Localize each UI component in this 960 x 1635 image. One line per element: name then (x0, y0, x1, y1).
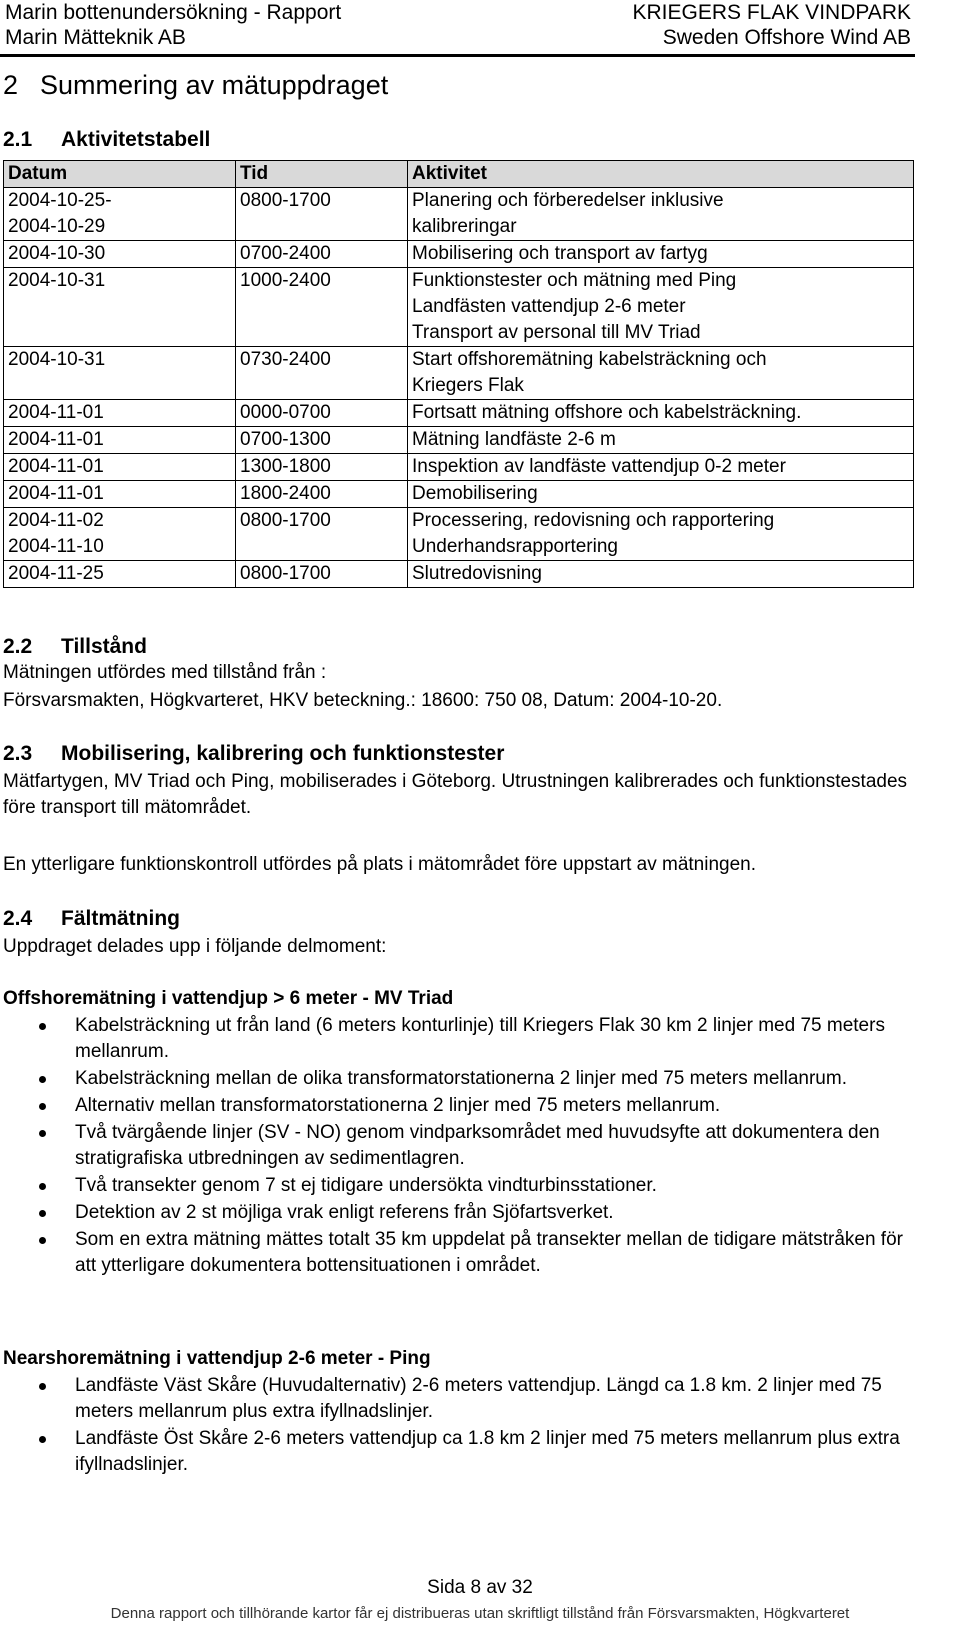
offshore-list (3, 1013, 903, 1280)
offshore-heading: Offshoremätning i vattendjup > 6 meter - MV Triad (3, 988, 454, 1009)
list-item (3, 1227, 903, 1279)
table-row (4, 481, 914, 508)
nearshore-list (3, 1373, 903, 1479)
header-divider (0, 54, 915, 57)
header-company: Marin Mätteknik AB (5, 26, 186, 49)
cell-date: 2004-11-01 (4, 481, 236, 508)
list-item (3, 1426, 903, 1478)
list-item (3, 1013, 903, 1065)
fieldwork-intro: Uppdraget delades upp i följande delmoment: (3, 936, 387, 957)
table-row (4, 454, 914, 481)
list-item (3, 1066, 903, 1092)
table-row (4, 347, 914, 400)
cell-date: 2004-10-30 (4, 241, 236, 268)
subsection-heading-2-1 (3, 128, 210, 152)
bullet-icon (39, 1237, 46, 1244)
list-item-text: Kabelsträckning ut från land (6 meters konturlinje) till Kriegers Flak 30 km 2 linjer med 75 meters mellanrum. (75, 1015, 885, 1062)
function-check-paragraph: En ytterligare funktionskontroll utfördes på plats i mätområdet före uppstart av mätningen. (3, 854, 757, 875)
section-heading (3, 70, 388, 101)
cell-date: 2004-11-01 (4, 454, 236, 481)
cell-time: 1000-2400 (236, 268, 408, 347)
list-item (3, 1200, 903, 1226)
table-row (4, 188, 914, 241)
cell-date: 2004-11-25 (4, 561, 236, 588)
subsection-heading-2-4 (3, 907, 180, 931)
bullet-icon (39, 1383, 46, 1390)
activity-table (3, 160, 914, 588)
subsection-title: Mobilisering, kalibrering och funktionstester (61, 742, 505, 765)
bullet-icon (39, 1210, 46, 1217)
header-report-title: Marin bottenundersökning - Rapport (5, 1, 342, 24)
header-project-name: KRIEGERS FLAK VINDPARK (632, 1, 911, 24)
cell-date: 2004-11-01 (4, 427, 236, 454)
cell-date: 2004-10-31 (4, 347, 236, 400)
cell-activity: Demobilisering (408, 481, 914, 508)
cell-time: 0730-2400 (236, 347, 408, 400)
cell-activity: Inspektion av landfäste vattendjup 0-2 meter (408, 454, 914, 481)
cell-activity: Mobilisering och transport av fartyg (408, 241, 914, 268)
list-item-text: Alternativ mellan transformatorstationerna 2 linjer med 75 meters mellanrum. (75, 1095, 721, 1116)
subsection-number: 2.2 (3, 635, 33, 658)
cell-time: 0800-1700 (236, 508, 408, 561)
distribution-notice: Denna rapport och tillhörande kartor får ej distribueras utan skriftligt tillstånd från Försvarsmakten, Högkvarteret (110, 1605, 850, 1622)
list-item-text: Som en extra mätning mättes totalt 35 km uppdelat på transekter mellan de tidigare mätstråken för att ytterligare dokumentera bottensituationen i området. (75, 1229, 903, 1276)
cell-activity: Processering, redovisning och rapportering Underhandsrapportering (408, 508, 914, 561)
cell-time: 1300-1800 (236, 454, 408, 481)
bullet-icon (39, 1103, 46, 1110)
list-item (3, 1093, 903, 1119)
cell-activity: Slutredovisning (408, 561, 914, 588)
subsection-title: Aktivitetstabell (61, 128, 211, 151)
table-header-row (4, 161, 914, 188)
table-row (4, 427, 914, 454)
table-row (4, 400, 914, 427)
cell-date: 2004-11-02 2004-11-10 (4, 508, 236, 561)
list-item (3, 1120, 903, 1172)
table-row (4, 268, 914, 347)
table-row (4, 508, 914, 561)
permit-details: Försvarsmakten, Högkvarteret, HKV beteckning.: 18600: 750 08, Datum: 2004-10-20. (3, 690, 723, 711)
header-client: Sweden Offshore Wind AB (662, 26, 911, 49)
list-item-text: Landfäste Öst Skåre 2-6 meters vattendjup ca 1.8 km 2 linjer med 75 meters mellanrum plus extra ifyllnadslinjer. (75, 1428, 900, 1475)
cell-time: 0700-1300 (236, 427, 408, 454)
page-header (5, 0, 911, 50)
list-item-text: Kabelsträckning mellan de olika transformatorstationerna 2 linjer med 75 meters mellanrum. (75, 1068, 847, 1089)
cell-time: 0800-1700 (236, 188, 408, 241)
cell-date: 2004-11-01 (4, 400, 236, 427)
section-title: Summering av mätuppdraget (40, 70, 389, 100)
list-item (3, 1373, 903, 1425)
list-item-text: Två tvärgående linjer (SV - NO) genom vindparksområdet med huvudsyfte att dokumentera den stratigrafiska utbredningen av sedimentlagren. (75, 1122, 880, 1169)
column-header-time: Tid (236, 161, 408, 188)
subsection-title: Fältmätning (61, 907, 180, 930)
list-item (3, 1173, 903, 1199)
mobilisation-paragraph: Mätfartygen, MV Triad och Ping, mobiliserades i Göteborg. Utrustningen kalibrerades och funktionstestades före transport till mätområdet. (3, 771, 908, 818)
bullet-icon (39, 1130, 46, 1137)
cell-activity: Start offshoremätning kabelsträckning och Kriegers Flak (408, 347, 914, 400)
bullet-icon (39, 1023, 46, 1030)
subsection-number: 2.1 (3, 128, 33, 151)
cell-date: 2004-10-25- 2004-10-29 (4, 188, 236, 241)
bullet-icon (39, 1183, 46, 1190)
nearshore-heading: Nearshoremätning i vattendjup 2-6 meter - Ping (3, 1348, 431, 1369)
table-row (4, 241, 914, 268)
permit-intro: Mätningen utfördes med tillstånd från : (3, 662, 327, 683)
page-number: Sida 8 av 32 (427, 1577, 533, 1598)
column-header-activity: Aktivitet (408, 161, 914, 188)
cell-time: 0000-0700 (236, 400, 408, 427)
subsection-heading-2-2 (3, 635, 147, 659)
table-row (4, 561, 914, 588)
cell-date: 2004-10-31 (4, 268, 236, 347)
subsection-heading-2-3 (3, 742, 504, 766)
cell-time: 0700-2400 (236, 241, 408, 268)
subsection-number: 2.3 (3, 742, 33, 765)
list-item-text: Landfäste Väst Skåre (Huvudalternativ) 2-6 meters vattendjup. Längd ca 1.8 km. 2 linjer med 75 meters mellanrum plus extra ifyllnadslinjer. (75, 1375, 882, 1422)
subsection-title: Tillstånd (61, 635, 147, 658)
bullet-icon (39, 1436, 46, 1443)
cell-time: 0800-1700 (236, 561, 408, 588)
column-header-date: Datum (4, 161, 236, 188)
section-number: 2 (3, 70, 19, 100)
cell-activity: Mätning landfäste 2-6 m (408, 427, 914, 454)
list-item-text: Detektion av 2 st möjliga vrak enligt referens från Sjöfartsverket. (75, 1202, 614, 1223)
bullet-icon (39, 1076, 46, 1083)
cell-activity: Funktionstester och mätning med Ping Landfästen vattendjup 2-6 meter Transport av personal till MV Triad (408, 268, 914, 347)
subsection-number: 2.4 (3, 907, 33, 930)
cell-time: 1800-2400 (236, 481, 408, 508)
cell-activity: Planering och förberedelser inklusive kalibreringar (408, 188, 914, 241)
cell-activity: Fortsatt mätning offshore och kabelsträckning. (408, 400, 914, 427)
list-item-text: Två transekter genom 7 st ej tidigare undersökta vindturbinsstationer. (75, 1175, 657, 1196)
